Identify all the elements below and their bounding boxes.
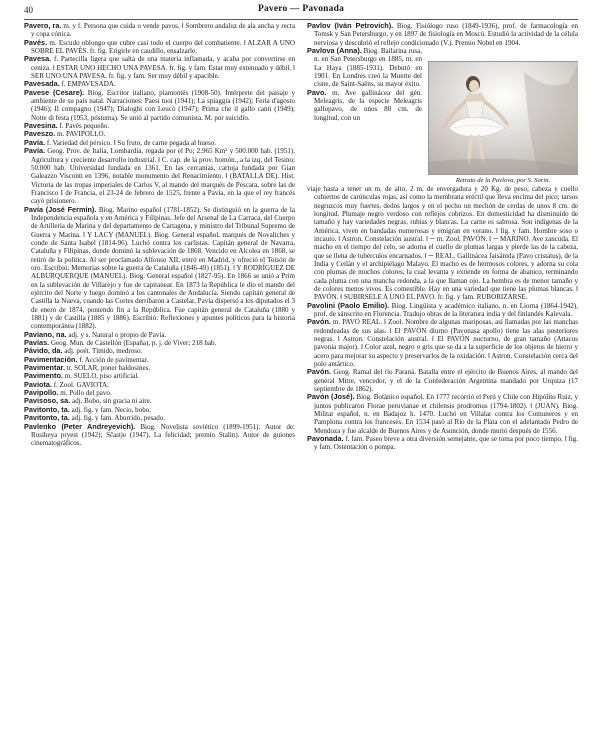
dictionary-entry — [307, 302, 578, 319]
dictionary-entry — [307, 185, 578, 302]
dictionary-entry — [24, 139, 295, 147]
running-title: Pavero — Pavonada — [24, 4, 578, 14]
entry-definition: f. EMPAVESADA. — [60, 80, 116, 88]
dictionary-entry — [24, 206, 295, 331]
entry-headword: Pavlova (Anna). — [307, 46, 362, 55]
entry-definition: Geog. Mun. de Castellón (España), p. j. de Viver; 218 hab. — [49, 339, 216, 347]
page-number: 40 — [24, 5, 33, 15]
entry-definition: adj. poét. Tímido, medroso. — [63, 347, 143, 355]
entry-definition: m. y f. Persona que cuida o vende pavos. ‖ Sombrero andaluz de ala ancha y recta y copa cónica. — [31, 22, 295, 38]
dictionary-entry — [24, 423, 295, 448]
entry-headword: Pavesa. — [24, 54, 51, 63]
left-column — [24, 22, 295, 744]
dictionary-entry — [24, 55, 295, 80]
entry-definition: m. PAVIPOLLO. — [55, 130, 105, 138]
entry-definition: Geog. Ramal del río Paraná. Batalla entre el ejército de Buenos Aires, al mando del general Mitre, vencedor, y el de la Confederación Argentina mandado por Urquiza (17 septiembre de 1862). — [314, 368, 578, 393]
figure — [428, 61, 578, 185]
entry-definition: m. Escudo oblongo que cubre casi todo el cuerpo del combatiente. ‖ ALZAR A UNO SOBRE EL PAVÉS. fr. fig. Erigirle en caudillo, ensalzarle. — [31, 39, 295, 55]
dictionary-entry — [24, 39, 295, 56]
entry-definition: adj. Bobo, sin gracia ni aire. — [70, 397, 151, 405]
dictionary-entry — [307, 435, 578, 452]
entry-definition: adj. y s. Natural o propio de Pavía. — [67, 331, 167, 339]
entry-definition: viaje hasta a tener un m. de alto, 2 m. de envergadura y 20 Kg. de peso; cabeza y cuello cubiertos de carúnculas rojas, así como la membrana eréctil que lleva encima del pico; tarsos negruzcos muy fuertes, dedos largos y en el pecho un mechón de cerdas de unos 8 cm. de longitud. Plumaje negro verdoso con reflejos cobrizos. En domesticidad ha disminuido de tamaño y hay variedades negras, rubias y blancas. La carne es sabrosa. Son indígenas de la América, viven en bandadas numerosas y emigran en verano. ‖ fig. y fam. Hombre soso o incauto. ‖ Astron. Constelación austral. ‖ ─ m. Zool. PAVÓN. ‖ ─ MARINO. Ave zancuda. El macho en el tiempo del celo, se adorna el cuello de plumas largas y pierde las de la cabeza, que se llena de tubérculos encarnados. ‖ ─ REAL. Gallinácea faisánida (Pavo cristatus), de la India y Ceilán y el archipiélago Malayo. El macho es de hermosos colores, y adorna su cola con plumas de muchos colores, la cual levanta y extiende en forma de abanico, terminando cada pluma con una mancha redonda, a la que llaman ojo. La hembra es de menor tamaño y de colores menos vivos. Es comestible. Hay en una variedad que tiene las plumas blancas. ‖ PAVÓN. ‖ SUBIRSELE A UNO EL PAVO. fr. fig. y fam. RUBORIZARSE. — [307, 185, 578, 301]
entry-headword: Pavía. — [24, 138, 45, 147]
ballerina-portrait-image — [428, 61, 578, 175]
entry-headword: Pavimentación. — [24, 355, 78, 364]
figure-block — [307, 47, 578, 185]
entry-headword: Paveszo. — [24, 129, 55, 138]
dictionary-entry — [307, 368, 578, 393]
entry-headword: Pavisoso, sa. — [24, 396, 70, 405]
entry-definition: f. Pavés pequeño. — [58, 122, 109, 130]
entry-headword: Pavimento. — [24, 371, 63, 380]
dictionary-entry — [307, 318, 578, 368]
entry-definition: Biog. Lingüista y académico italiano, n. en Liorna (1864-1942), prof. de sánscrito en Florencia. Tradujo obras de la literatura india y del finlandés Kalevala. — [314, 302, 578, 318]
entry-headword: Pávido, da. — [24, 346, 63, 355]
entry-headword: Pavolini (Paolo Emilio). — [307, 301, 389, 310]
dictionary-entry — [24, 89, 295, 122]
dictionary-entry — [24, 22, 295, 39]
entry-headword: Paviano, na. — [24, 330, 67, 339]
entry-headword: Pavías. — [24, 338, 49, 347]
entry-headword: Pavonada. — [307, 434, 344, 443]
entry-definition: m. Pollo del pavo. — [58, 389, 111, 397]
entry-headword: Pavía (José Fermín). — [24, 205, 96, 214]
entry-definition: tr. SOLAR, poner baldosines. — [65, 364, 150, 372]
entry-headword: Pavlov (Iván Petrovich). — [307, 22, 393, 30]
entry-definition: Biog. Bailarina rusa, n. en San Petersburgo en 1885, m. en La Haya (1885-1931). Debutó en 1901. En Londres creó la Muerte del cisne, de Saint-Saëns, su mayor éxito. — [314, 47, 422, 88]
entry-headword: Pavés. — [24, 38, 47, 47]
entry-definition: f. fam. Paseo breve a otra diversión semejante, que se toma por poco tiempo. ‖ fig. y fam. Ostentación o pompa. — [314, 435, 578, 451]
entry-definition: Biog. Botánico español. En 1777 recorrió el Perú y Chile con Hipólito Ruiz, y juntos publicaron Florae peruvianae et chilensis prodromus (1794-1802). ‖ (JUAN). Biog. Militar español, n. en Badajoz h. 1470. Luchó en Villalar contra los Comuneros y en Pamplona contra los franceses. En 1534 pasó al Río de la Plata con el adelantado Pedro de Mendoza y fue alcalde de Buenos Aires y de Asunción, donde murió después de 1556. — [314, 393, 578, 434]
dictionary-entry — [24, 331, 295, 339]
entry-definition: m. SUELO, piso artificial. — [63, 372, 139, 380]
entry-definition: Biog. Novelista soviético (1899-1951). Autor de: Rusiheya pryest (1942); Sčastje (1947), La felicidad; premio Stalin). Autor de guiones cinematográficos. — [31, 423, 295, 448]
entry-headword: Pavón. — [307, 367, 331, 376]
entry-headword: Pavía. — [24, 146, 45, 155]
columns — [24, 22, 578, 744]
entry-headword: Pavón. — [307, 317, 331, 326]
entry-headword: Pavitonto, ta. — [24, 413, 70, 422]
dictionary-entry — [307, 89, 422, 122]
entry-definition: f. Variedad del pérsico. ‖ Su fruto, de carne pegada al hueso. — [45, 139, 216, 147]
dictionary-entry — [24, 147, 295, 205]
entry-definition: adj. fig. y fam. Necio, bobo. — [70, 406, 151, 414]
entry-definition: adj. fig. y fam. Aburrido, pesado. — [70, 414, 165, 422]
entry-headword: Pavesina. — [24, 121, 58, 130]
entry-headword: Paviota. — [24, 380, 52, 389]
entry-headword: Pavese (Cesare). — [24, 88, 84, 97]
entry-headword: Pavimentar. — [24, 363, 65, 372]
entry-definition: Biog. Marino español (1781-1852). Se distinguió en la guerra de la Independencia española y en América y Filipinas. Jefe del Arsenal de La Carraca, del Cuerpo de Artillería de Marina y del departamento de Cartagena, y ministro del Tribunal Supremo de Guerra y Marina. ‖ Y LACY (MANUEL). Biog. General español, marqués de Novaliches y conde de Santa Isabel (1814-96). Luchó contra los carlistas. Capitán general de Navarra, Cataluña y Filipinas, donde dominó la sublevación de 1868. Vencido en Alcolea en 1868, se retiró de la política. Al ser proclamado Alfonso XII, entró en Madrid, y ofreció el Toisón de oro. Escribió: Memorias sobre la guerra de Cataluña (1846-49) (1851). ‖ Y RODRÍGUEZ DE ALBURQUERQUE (MANUEL). Biog. General español (1827-95). En 1866 se unió a Prim en la sublevación de Villarejo y fue de capitanear. En 1873 la República le dio el mando del ejército del Norte y luego dominó a los cantonales de Andalucía. Siendo capitán general de Castilla la Nueva, cuando las Cortes derribaron a Castelar, Pavía dispersó a los diputados el 3 de enero de 1874, poniendo fin a la República. Fue capitán general de Cataluña (1880 y 1881) y de Castilla (1885 y 1886). Escribió: Reflexiones y apuntes políticos para la historia contemporánea (1882). — [31, 206, 295, 331]
entry-definition: f. Acción de pavimentar. — [78, 356, 149, 364]
entry-headword: Pavo. — [307, 88, 326, 97]
entry-headword: Pavón (José). — [307, 392, 355, 401]
figure-caption: Retrato de la Pavlova, por S. Sorin. — [428, 177, 578, 185]
dictionary-entry — [24, 372, 295, 380]
entry-definition: Geog. Prov. de Italia, Lombardía, regada por el Po; 2.965 Km² y 500.000 hab. (1951). Agricultura y creciente desarrollo industrial. ‖ C. cap. de la prov. homón., a la izq. del Tesino; 50.000 hab. Universidad fundada en 1361. En las cercanías, cartuja fundada por Gian Galeazzo Visconti en 1396, notable monumento del Renacimiento. ‖ (BATALLA DE). Hist. Victoria de las tropas imperiales de Carlos V, al mando del marqués de Pescara, sobre las de Francisco I de Francia, el 23-24 de febrero de 1525, frente a Pavía, en la que el rey francés cayó prisionero. — [31, 147, 295, 205]
entry-headword: Pavlenko (Peter Andreyevich). — [24, 422, 135, 431]
dictionary-entry — [307, 393, 578, 435]
entry-headword: Pavitonto, ta. — [24, 405, 70, 414]
entry-definition: f. Partecilla ligera que salta de una materia inflamada, y acaba por convertirse en ceniza. ‖ ESTAR UNO HECHO UNA PAVESA. fr. fig. y fam. Estar muy extenuado y débil. ‖ SER UNO UNA PAVESA. fr. fig. y fam. Ser muy débil y apacible. — [31, 55, 295, 80]
dictionary-entry — [307, 47, 422, 89]
entry-definition: f. Zool. GAVIOTA. — [52, 381, 109, 389]
entry-definition: Biog. Fisiólogo ruso (1849-1936), prof. de farmacología en Tomsk y San Petersburgo, y en 1897 de fisiología en Moscú. Estudió la actividad de la célula nerviosa y descubrió el reflejo condicionado (V.). Premio Nobel en 1904. — [314, 22, 578, 47]
entry-definition: Biog. Escritor italiano, piamontés (1908-50). Intérprete del paisaje y ambiente de su país natal. Narraciones: Paesi tuoi (1941); La spiaggia (1942); Feria d'agosto (1946); Il compagno (1947); Dialoghi con Leucò (1947); Prima che il gallo canti (1949); Notte di festa (1953, póstuma). Se unió al partido comunista. M. por suicidio. — [31, 89, 295, 122]
dictionary-entry — [24, 130, 295, 138]
entry-headword: Pavesada. — [24, 79, 60, 88]
right-column — [307, 22, 578, 744]
entry-definition: m. Ave gallinácea del gén. Meleagris, de la especie Meleagris gallopavo, de unos 80 cm. de longitud, con un — [314, 89, 422, 122]
entry-headword: Pavipollo. — [24, 388, 58, 397]
dictionary-entry — [24, 381, 295, 389]
page-header — [24, 3, 578, 20]
entry-definition: m. PAVO REAL. ‖ Zool. Nombre de algunas mariposas, así llamadas por las manchas redondeadas de sus alas. ‖ El PAVÓN diurno (Pavonasa apollo) tiene las alas posteriores negras. ‖ Astron. Constelación austral. ‖ El PAVÓN nocturno, de gran tamaño (Attacus pavonia major). ‖ Color azul, negro o gris que se da a la superficie de los objetos de hierro y acero para mejorar su aspecto y preservarlos de la oxidación. ‖ Astron. Constelación cerca del polo antártico. — [314, 318, 578, 368]
entry-headword: Pavero, ra. — [24, 22, 61, 30]
dictionary-entry — [307, 22, 578, 47]
